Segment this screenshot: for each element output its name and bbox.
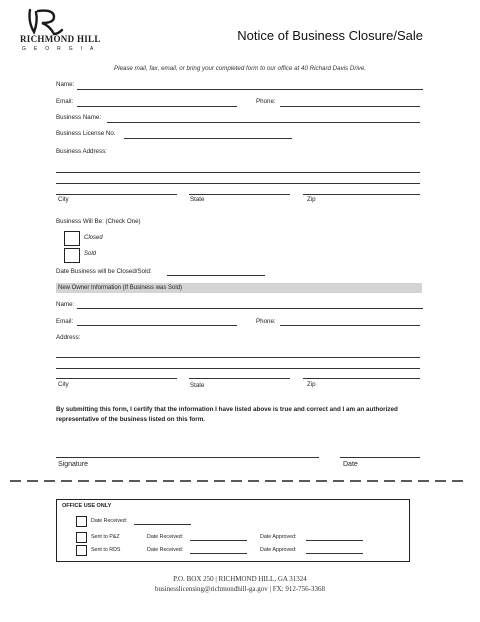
address-line-1[interactable] xyxy=(56,172,420,173)
signature-date-field[interactable] xyxy=(340,457,420,458)
date-received-field[interactable] xyxy=(134,524,191,525)
pz-date-approved-label: Date Approved: xyxy=(260,534,297,540)
richmond-hill-logo-icon xyxy=(24,8,64,36)
pz-date-approved-field[interactable] xyxy=(306,540,363,541)
new-owner-zip-label: Zip xyxy=(307,381,316,388)
closed-option-label: Closed xyxy=(84,235,103,241)
signature-date-label: Date xyxy=(343,461,358,468)
new-owner-phone-field[interactable] xyxy=(280,325,420,326)
cut-line-divider xyxy=(10,479,468,483)
rds-date-received-field[interactable] xyxy=(190,553,247,554)
sent-rds-checkbox[interactable] xyxy=(76,545,87,556)
logo-name: RICHMOND HILL xyxy=(20,34,101,44)
license-no-field[interactable] xyxy=(124,138,292,139)
form-title: Notice of Business Closure/Sale xyxy=(237,28,423,43)
business-address-label: Business Address: xyxy=(56,148,107,155)
sold-option-label: Sold xyxy=(84,251,97,257)
certification-text: By submitting this form, I certify that the information I have listed above is true and correct and I am an authorized representative of the business listed on this form. xyxy=(56,406,398,423)
state-field[interactable] xyxy=(189,194,290,195)
address-line-2[interactable] xyxy=(56,183,420,184)
sent-pz-label: Sent to P&Z xyxy=(91,534,120,540)
logo-subtitle: GEORGIA xyxy=(22,46,102,52)
form-instructions: Please mail, fax, email, or bring your completed form to our office at 40 Richard Davis Drive. xyxy=(113,65,367,72)
zip-field[interactable] xyxy=(303,194,420,195)
will-be-label: Business Will Be: (Check One) xyxy=(56,218,141,225)
pz-date-received-label: Date Received: xyxy=(147,534,184,540)
email-field[interactable] xyxy=(77,106,237,107)
new-owner-name-field[interactable] xyxy=(77,308,423,309)
phone-label: Phone: xyxy=(256,98,276,105)
rds-date-received-label: Date Received: xyxy=(147,547,184,553)
name-label: Name: xyxy=(56,81,75,88)
signature-field[interactable] xyxy=(56,457,319,458)
new-owner-city-label: City xyxy=(58,381,69,388)
new-owner-address-label: Address: xyxy=(56,334,81,341)
name-field[interactable] xyxy=(77,89,423,90)
rds-date-approved-label: Date Approved: xyxy=(260,547,297,553)
new-owner-heading: New Owner Information (If Business was Sold) xyxy=(58,285,183,291)
footer-address: P.O. BOX 250 | RICHMOND HILL, GA 31324 xyxy=(173,575,307,583)
sold-checkbox[interactable] xyxy=(64,248,80,263)
office-use-title: OFFICE USE ONLY xyxy=(62,503,112,509)
rds-date-approved-field[interactable] xyxy=(306,553,363,554)
closed-checkbox[interactable] xyxy=(64,231,80,246)
business-name-field[interactable] xyxy=(107,122,420,123)
new-owner-state-label: State xyxy=(190,382,205,389)
new-owner-city-field[interactable] xyxy=(56,378,177,379)
new-owner-email-field[interactable] xyxy=(77,325,237,326)
new-owner-address-line-2[interactable] xyxy=(56,368,420,369)
date-received-checkbox[interactable] xyxy=(76,516,87,527)
email-label: Email: xyxy=(56,98,74,105)
new-owner-state-field[interactable] xyxy=(189,378,290,379)
new-owner-zip-field[interactable] xyxy=(303,378,420,379)
pz-date-received-field[interactable] xyxy=(190,540,247,541)
city-field[interactable] xyxy=(56,194,177,195)
sent-pz-checkbox[interactable] xyxy=(76,532,87,543)
closed-sold-date-field[interactable] xyxy=(167,275,265,276)
new-owner-name-label: Name: xyxy=(56,301,75,308)
sent-rds-label: Sent to RDS xyxy=(91,547,121,553)
new-owner-address-line-1[interactable] xyxy=(56,357,420,358)
new-owner-email-label: Email: xyxy=(56,318,74,325)
date-received-label: Date Received: xyxy=(91,518,128,524)
footer-contact: businesslicensing@richmondhill-ga.gov | FX: 912-756-3368 xyxy=(155,585,325,593)
zip-label: Zip xyxy=(307,196,316,203)
city-label: City xyxy=(58,196,69,203)
signature-label: Signature xyxy=(58,461,88,468)
phone-field[interactable] xyxy=(280,106,420,107)
new-owner-phone-label: Phone: xyxy=(256,318,276,325)
closed-sold-date-label: Date Business will be Closed/Sold: xyxy=(56,268,152,275)
license-no-label: Business License No. xyxy=(56,130,116,137)
business-name-label: Business Name: xyxy=(56,114,102,121)
state-label: State xyxy=(190,196,205,203)
